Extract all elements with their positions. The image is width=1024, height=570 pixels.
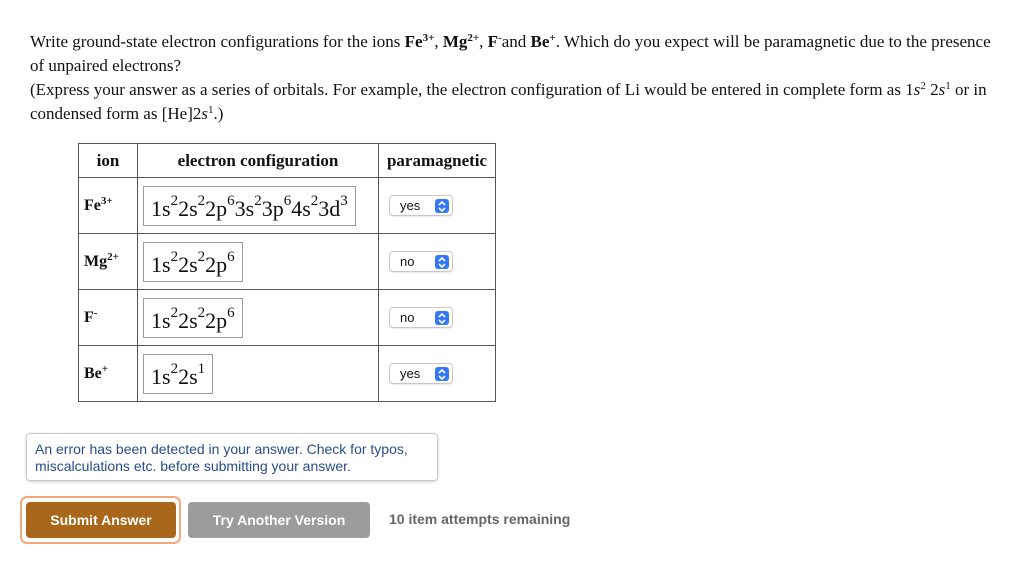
paramagnetic-select[interactable]: yes [389, 363, 453, 384]
table-row [79, 290, 496, 346]
paramagnetic-cell [379, 234, 496, 290]
orbital: 1s [151, 307, 171, 333]
orbital-electrons: 1 [197, 360, 206, 377]
paramagnetic-select[interactable]: yes [389, 195, 453, 216]
orbital: 2s [178, 307, 198, 333]
config-input[interactable] [143, 298, 243, 338]
paramagnetic-select[interactable]: no [389, 251, 453, 272]
orbital: 2p [205, 307, 228, 333]
orbital-electrons: 2 [197, 192, 206, 209]
orbital: 2p [205, 195, 228, 221]
question-text [30, 30, 1000, 126]
orbital-electrons: 6 [227, 192, 235, 209]
ion-label: $Fe^{3+}$ [79, 178, 138, 234]
orbital: 3d [318, 195, 341, 221]
orbital: 4s [291, 195, 311, 221]
orbital: 1s [151, 363, 171, 389]
orbital-electrons: 2 [170, 192, 179, 209]
attempts-remaining: 10 item attempts remaining [389, 511, 571, 527]
orbital-electrons: 2 [170, 360, 179, 377]
ion-label: $Mg^{2+}$ [79, 234, 138, 290]
header-paramagnetic: paramagnetic [379, 144, 496, 178]
orbital-electrons: 2 [197, 304, 206, 321]
orbital-electrons: 2 [170, 248, 179, 265]
config-input[interactable] [143, 242, 243, 282]
table-row [79, 234, 496, 290]
header-ion: ion [79, 144, 138, 178]
orbital: 3p [261, 195, 284, 221]
paramagnetic-cell [379, 178, 496, 234]
table-row [79, 346, 496, 402]
orbital-electrons: 2 [254, 192, 262, 209]
orbital-electrons: 6 [227, 304, 235, 321]
paramagnetic-cell [379, 290, 496, 346]
select-arrows-icon [435, 199, 449, 213]
question-line-1: Write ground-state electron configurations for the ions $Fe^{3+}$, $Mg^{2+}$, F-and Be+. Which do you expect will be paramagnetic due to the presence of unpaired electrons? [30, 32, 991, 75]
question-instructions: (Express your answer as a series of orbitals. For example, the electron configuration of Li would be entered in complete form as $1s^2$ $2s^1$ or in condensed form as $[He]2s^1$.) [30, 80, 987, 123]
submit-answer-button[interactable]: Submit Answer [26, 502, 176, 538]
orbital-electrons: 6 [283, 192, 292, 209]
config-input[interactable] [143, 354, 213, 394]
select-arrows-icon [435, 255, 449, 269]
orbital-electrons: 3 [340, 192, 348, 209]
orbital: 1s [151, 251, 171, 277]
config-cell [138, 346, 379, 402]
config-cell [138, 234, 379, 290]
config-cell [138, 178, 379, 234]
select-arrows-icon [435, 311, 449, 325]
orbital-electrons: 6 [227, 248, 235, 265]
orbital: 3s [234, 195, 255, 221]
orbital-electrons: 2 [310, 192, 319, 209]
orbital: 1s [151, 195, 171, 221]
config-cell [138, 290, 379, 346]
try-another-version-button[interactable]: Try Another Version [188, 502, 370, 538]
header-electron-configuration: electron configuration [138, 144, 379, 178]
ion-label: Be+ [79, 346, 138, 402]
paramagnetic-select[interactable]: no [389, 307, 453, 328]
config-input[interactable] [143, 186, 356, 226]
orbital-electrons: 2 [170, 304, 179, 321]
orbital: 2s [178, 363, 198, 389]
orbital-electrons: 2 [197, 248, 206, 265]
orbital: 2s [178, 251, 198, 277]
error-message: An error has been detected in your answer. Check for typos, miscalculations etc. before submitting your answer. [26, 433, 438, 481]
paramagnetic-cell [379, 346, 496, 402]
orbital: 2s [178, 195, 198, 221]
orbital: 2p [205, 251, 228, 277]
select-arrows-icon [435, 367, 449, 381]
ion-label: F- [79, 290, 138, 346]
configuration-table [78, 143, 496, 402]
table-row [79, 178, 496, 234]
